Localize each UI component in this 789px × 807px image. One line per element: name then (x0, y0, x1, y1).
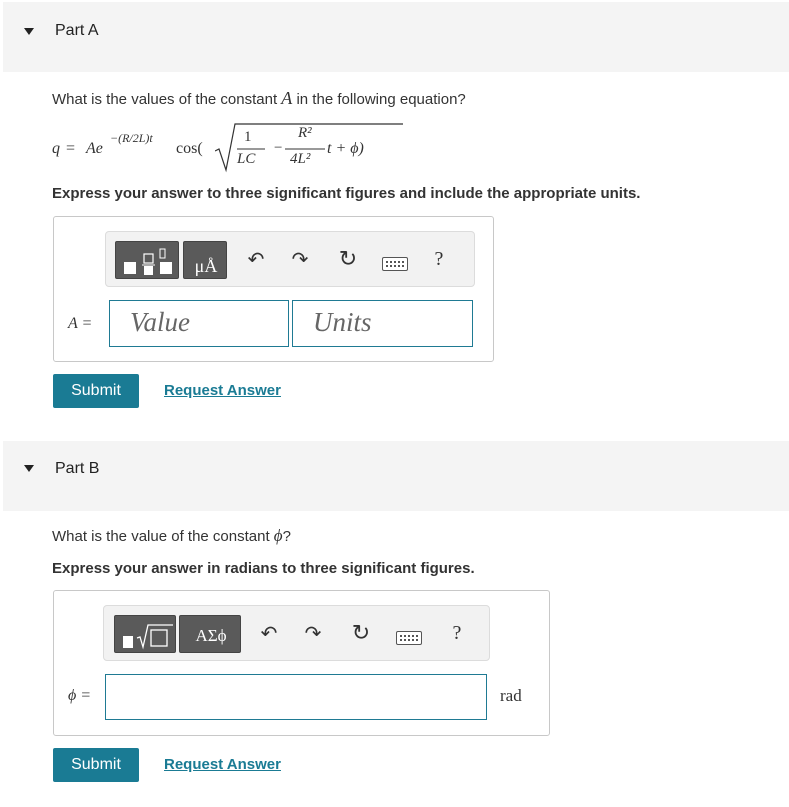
phi-input[interactable] (105, 674, 487, 720)
question-var-phi: ϕ (273, 526, 283, 545)
templates-button[interactable] (115, 241, 179, 279)
sqrt-sign (215, 118, 415, 178)
part-a-answer-box (53, 216, 494, 362)
reset-icon[interactable]: ↻ (351, 620, 371, 645)
templates-icon (116, 242, 180, 280)
part-a-submit-button[interactable]: Submit (53, 374, 139, 408)
units-input[interactable] (292, 300, 473, 347)
part-a-request-answer-link[interactable]: Request Answer (164, 382, 281, 399)
part-b-header[interactable] (3, 441, 789, 511)
part-a-question: What is the values of the constant A in the following equation? (52, 88, 466, 108)
redo-icon[interactable]: ↷ (291, 249, 309, 271)
part-b-answer-box (53, 590, 550, 736)
reset-icon[interactable]: ↻ (338, 246, 358, 271)
part-a-toolbar (105, 231, 475, 287)
value-input[interactable] (109, 300, 289, 347)
part-b-var-label: ϕ = (68, 687, 92, 704)
units-label: μÅ (194, 256, 218, 276)
unit-rad-label: rad (500, 686, 522, 705)
value-placeholder: Value (130, 307, 190, 337)
part-a-header[interactable] (3, 2, 789, 72)
part-b-submit-button[interactable]: Submit (53, 748, 139, 782)
redo-icon[interactable]: ↷ (304, 623, 322, 645)
help-icon[interactable]: ? (452, 622, 462, 644)
question-var-a: A (281, 88, 293, 108)
units-button[interactable] (183, 241, 227, 279)
caret-down-icon[interactable] (24, 465, 34, 472)
greek-label: ΑΣϕ (195, 626, 227, 645)
sqrt-template-icon (115, 616, 177, 654)
caret-down-icon[interactable] (24, 28, 34, 35)
help-icon[interactable]: ? (434, 248, 444, 270)
part-b-request-answer-link[interactable]: Request Answer (164, 756, 281, 773)
part-a-var-label: A = (68, 315, 93, 332)
undo-icon[interactable]: ↶ (247, 249, 265, 271)
keyboard-icon[interactable] (396, 631, 422, 645)
units-placeholder: Units (313, 307, 372, 337)
part-b-question: What is the value of the constant ϕ? (52, 526, 291, 545)
part-a-instruction: Express your answer to three significant figures and include the appropriate units. (52, 185, 641, 202)
equation: q = Ae −(R/2L)t cos( 1 LC − R² 4L² t + ϕ) (52, 118, 392, 178)
keyboard-icon[interactable] (382, 257, 408, 271)
part-b-instruction: Express your answer in radians to three significant figures. (52, 560, 475, 577)
part-b-toolbar (103, 605, 490, 661)
part-a-title: Part A (55, 22, 99, 39)
greek-button[interactable] (179, 615, 241, 653)
part-b-title: Part B (55, 460, 100, 477)
undo-icon[interactable]: ↶ (260, 623, 278, 645)
sqrt-template-button[interactable] (114, 615, 176, 653)
